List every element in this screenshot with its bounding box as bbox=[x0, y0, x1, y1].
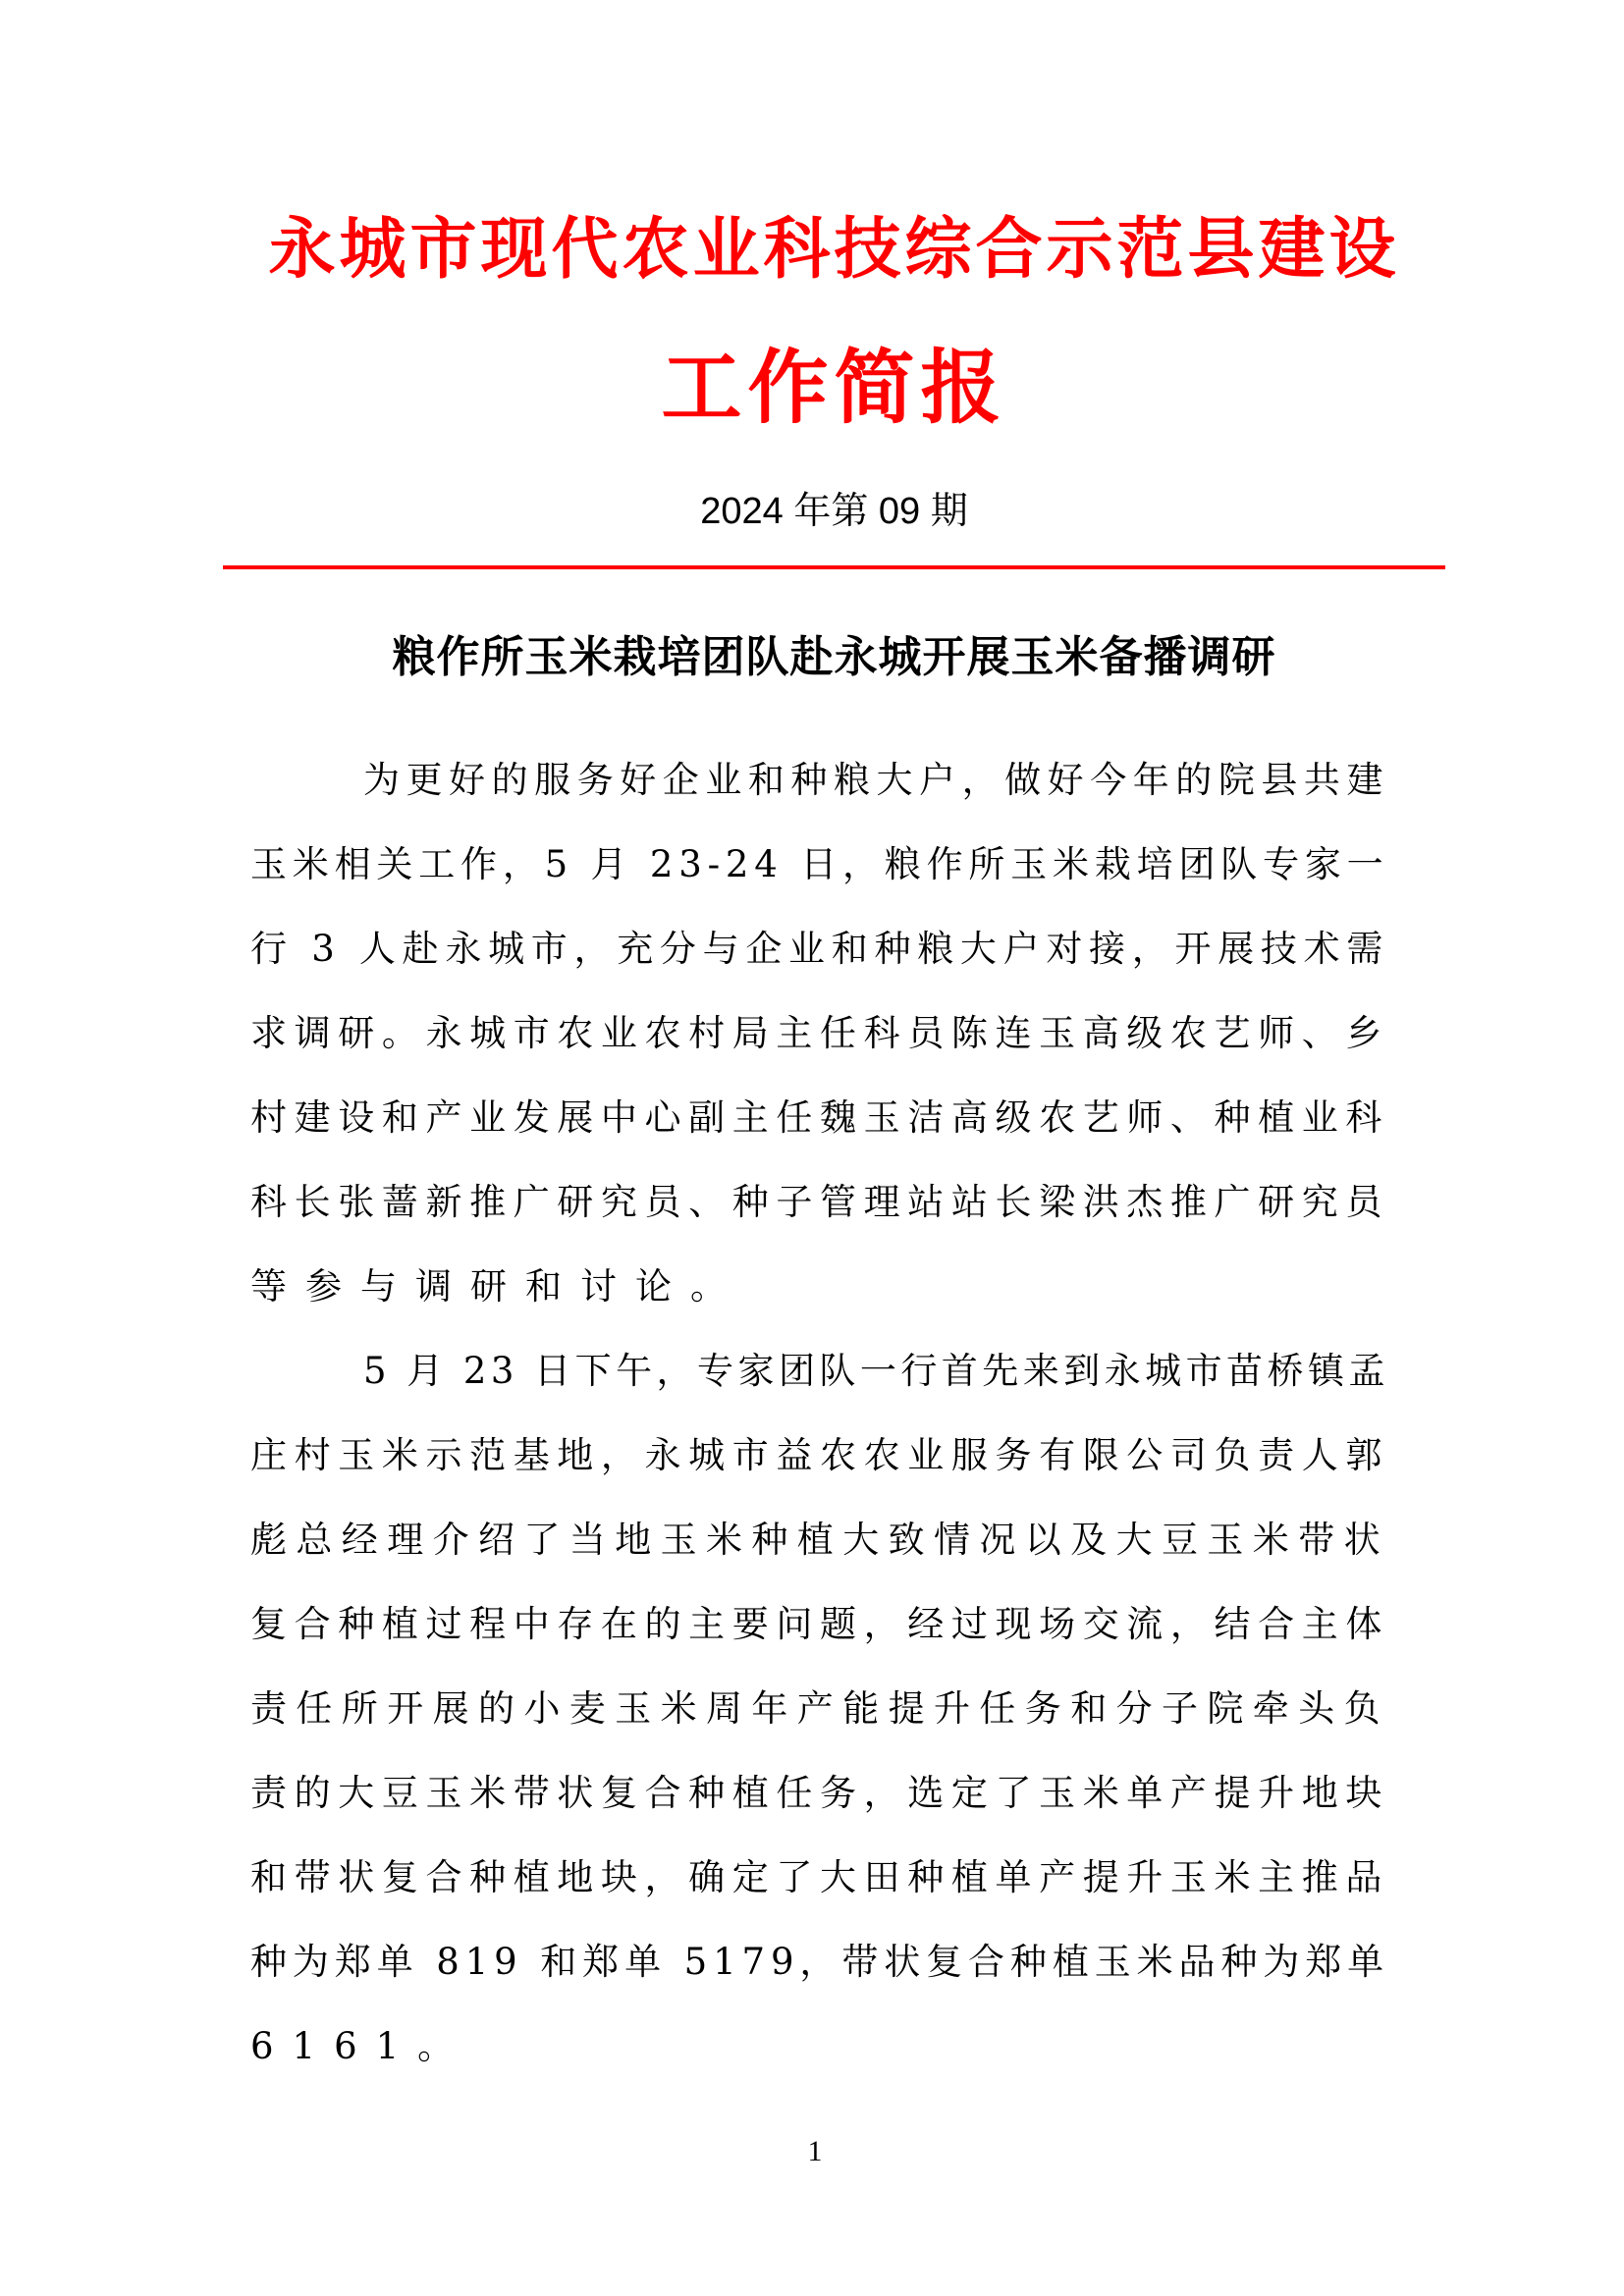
text-line: 和带状复合种植地块，确定了大田种植单产提升玉米主推品 bbox=[250, 1856, 1389, 1898]
text-line: 科长张蔷新推广研究员、种子管理站站长梁洪杰推广研究员 bbox=[250, 1181, 1389, 1223]
article-body bbox=[250, 738, 1389, 2089]
red-divider bbox=[223, 565, 1445, 569]
text-line: 复合种植过程中存在的主要问题，经过现场交流，结合主体 bbox=[250, 1603, 1389, 1645]
text-line: 庄村玉米示范基地，永城市益农农业服务有限公司负责人郭 bbox=[250, 1434, 1389, 1476]
text-line: 责任所开展的小麦玉米周年产能提升任务和分子院牵头负 bbox=[250, 1687, 1389, 1730]
text-line: 为更好的服务好企业和种粮大户，做好今年的院县共建 bbox=[363, 759, 1389, 801]
newsletter-title: 永城市现代农业科技综合示范县建设 bbox=[268, 210, 1400, 289]
text-line: 求调研。永城市农业农村局主任科员陈连玉高级农艺师、乡 bbox=[250, 1012, 1389, 1054]
text-line: 种为郑单 819 和郑单 5179，带状复合种植玉米品种为郑单 bbox=[250, 1941, 1390, 1983]
text-line: 等参与调研和讨论。 bbox=[250, 1265, 745, 1308]
text-line: 彪总经理介绍了当地玉米种植大致情况以及大豆玉米带状 bbox=[250, 1519, 1389, 1561]
article-headline: 粮作所玉米栽培团队赴永城开展玉米备播调研 bbox=[392, 632, 1276, 682]
text-line: 5 月 23 日下午，专家团队一行首先来到永城市苗桥镇孟 bbox=[363, 1350, 1389, 1392]
paragraph-1 bbox=[250, 738, 1389, 1329]
text-line: 责的大豆玉米带状复合种植任务，选定了玉米单产提升地块 bbox=[250, 1772, 1389, 1814]
text-line: 村建设和产业发展中心副主任魏玉洁高级农艺师、种植业科 bbox=[250, 1096, 1389, 1139]
page-number: 1 bbox=[807, 2135, 823, 2167]
newsletter-subtitle: 工作简报 bbox=[661, 341, 1007, 435]
issue-number: 2024 年第 09 期 bbox=[700, 491, 968, 532]
text-line: 行 3 人赴永城市，充分与企业和种粮大户对接，开展技术需 bbox=[250, 928, 1390, 970]
text-line: 玉米相关工作，5 月 23-24 日，粮作所玉米栽培团队专家一 bbox=[250, 843, 1389, 885]
text-line: 6161。 bbox=[250, 2025, 473, 2067]
paragraph-2 bbox=[250, 1329, 1389, 2089]
